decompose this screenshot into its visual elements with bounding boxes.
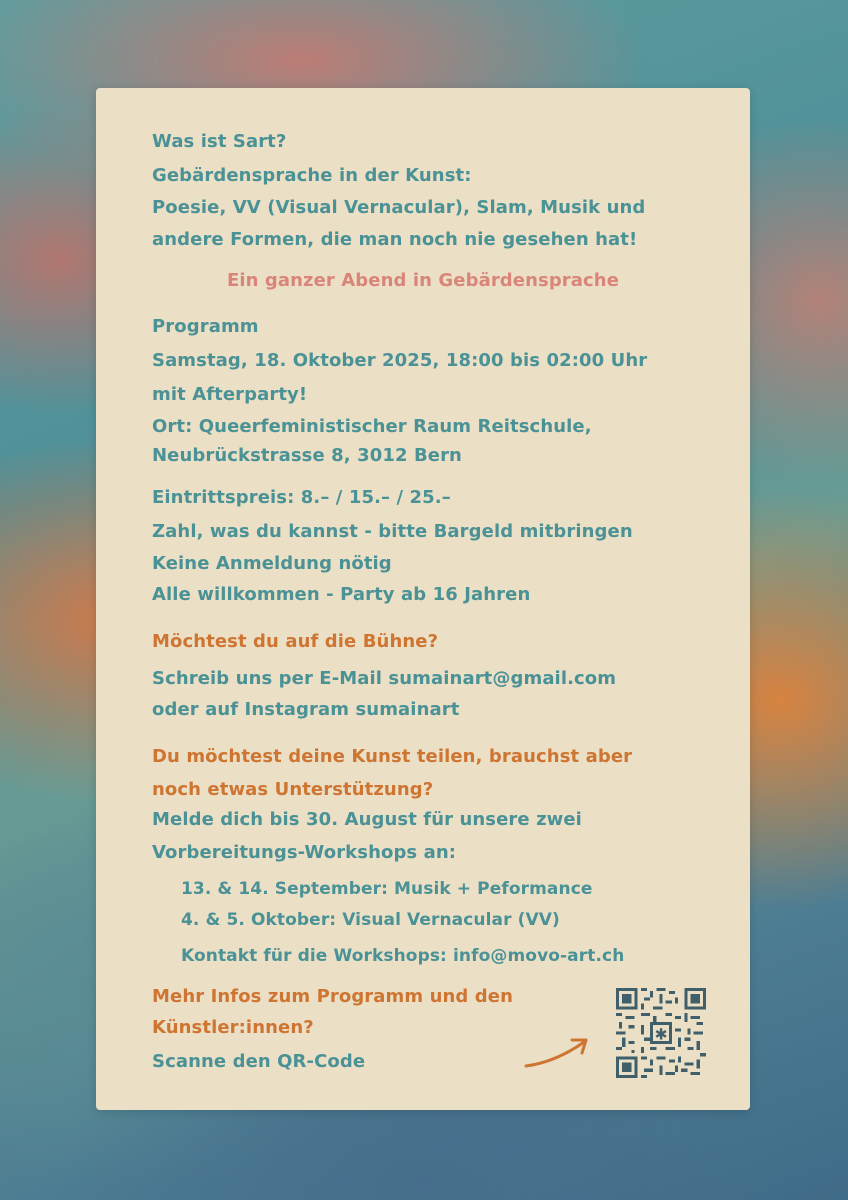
svg-text:✱: ✱ xyxy=(654,1025,668,1044)
support-title-1: Du möchtest deine Kunst teilen, brauchst aber xyxy=(152,746,633,767)
intro-line-1: Gebärdensprache in der Kunst: xyxy=(152,165,472,186)
intro-title: Was ist Sart? xyxy=(152,131,287,152)
entry-pay: Zahl, was du kannst - bitte Bargeld mitbringen xyxy=(152,521,633,542)
scan-text: Scanne den QR-Code xyxy=(152,1051,366,1072)
entry-registration: Keine Anmeldung nötig xyxy=(152,553,392,574)
program-title: Programm xyxy=(152,316,259,337)
more-title-1: Mehr Infos zum Programm und den xyxy=(152,986,513,1007)
program-place-line-1: Ort: Queerfeministischer Raum Reitschule, xyxy=(152,416,592,437)
qr-code[interactable] xyxy=(616,988,706,1078)
support-line-1: Melde dich bis 30. August für unsere zwei xyxy=(152,809,582,830)
workshop-contact: Kontakt für die Workshops: info@movo-art.ch xyxy=(181,946,625,966)
stage-line-2: oder auf Instagram sumainart xyxy=(152,699,460,720)
support-title-2: noch etwas Unterstützung? xyxy=(152,779,434,800)
stage-line-1: Schreib uns per E-Mail sumainart@gmail.com xyxy=(152,668,617,689)
intro-line-3: andere Formen, die man noch nie gesehen hat! xyxy=(152,229,638,250)
support-line-2: Vorbereitungs-Workshops an: xyxy=(152,842,457,863)
flyer-card xyxy=(96,88,750,1110)
intro-line-2: Poesie, VV (Visual Vernacular), Slam, Musik und xyxy=(152,197,646,218)
program-date-line-2: mit Afterparty! xyxy=(152,384,308,405)
intro-highlight: Ein ganzer Abend in Gebärdensprache xyxy=(226,270,620,291)
more-title-2: Künstler:innen? xyxy=(152,1017,314,1038)
curved-arrow-icon xyxy=(522,1032,594,1072)
entry-welcome: Alle willkommen - Party ab 16 Jahren xyxy=(152,584,531,605)
entry-price: Eintrittspreis: 8.– / 15.– / 25.– xyxy=(152,487,451,508)
program-date-line-1: Samstag, 18. Oktober 2025, 18:00 bis 02:00 Uhr xyxy=(152,350,648,371)
program-place-line-2: Neubrückstrasse 8, 3012 Bern xyxy=(152,445,462,466)
stage-title: Möchtest du auf die Bühne? xyxy=(152,631,439,652)
workshop-1: 13. & 14. September: Musik + Peformance xyxy=(181,879,593,899)
workshop-2: 4. & 5. Oktober: Visual Vernacular (VV) xyxy=(181,910,560,930)
